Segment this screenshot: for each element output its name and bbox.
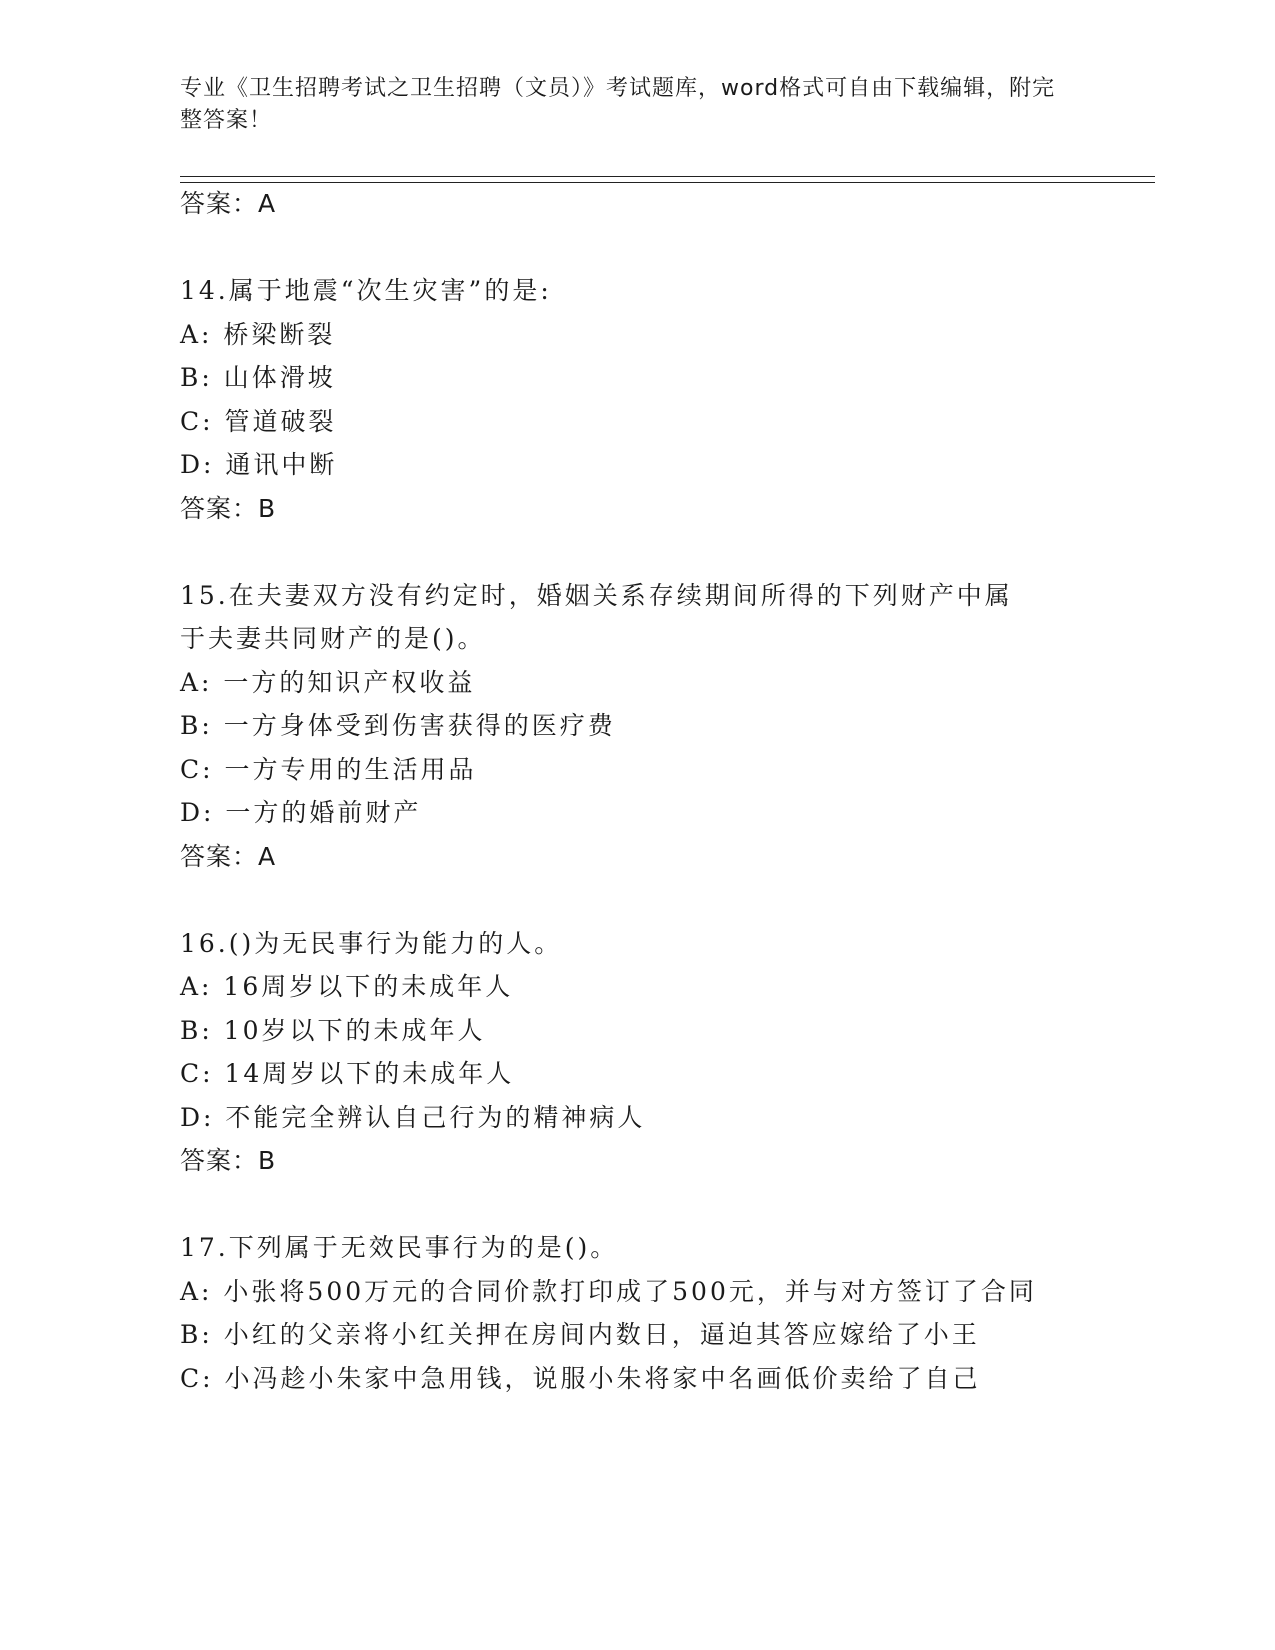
option-c: C: 小冯趁小朱家中急用钱，说服小朱将家中名画低价卖给了自己: [180, 1363, 981, 1393]
option-c: C: 管道破裂: [180, 406, 337, 436]
option-d: D: 不能完全辨认自己行为的精神病人: [180, 1102, 646, 1132]
option-a: A: 小张将500万元的合同价款打印成了500元，并与对方签订了合同: [180, 1276, 1037, 1306]
option-b: B: 山体滑坡: [180, 363, 336, 392]
header-text: 专业《卫生招聘考试之卫生招聘（文员）》考试题库，word格式可自由下载编辑，附完整答案！: [180, 76, 1056, 133]
question-14: [180, 269, 1080, 530]
option-c: C: 一方专用的生活用品: [180, 754, 477, 784]
question-15: [180, 574, 1080, 879]
option-b: B: 一方身体受到伤害获得的医疗费: [180, 711, 616, 740]
option-c: C: 14周岁以下的未成年人: [180, 1059, 515, 1088]
document-body: [180, 182, 1080, 1400]
option-a: A: 16周岁以下的未成年人: [180, 972, 514, 1001]
question-16: [180, 922, 1080, 1183]
option-d: D: 通讯中断: [180, 450, 338, 479]
option-a: A: 一方的知识产权收益: [180, 667, 476, 697]
question-stem: 14.属于地震“次生灾害”的是:: [180, 276, 552, 305]
option-a: A: 桥梁断裂: [180, 319, 336, 349]
option-d: D: 一方的婚前财产: [180, 798, 422, 827]
question-17: [180, 1226, 1080, 1400]
question-stem: 16.()为无民事行为能力的人。: [180, 928, 563, 958]
answer-line: 答案：A: [180, 189, 277, 218]
option-b: B: 小红的父亲将小红关押在房间内数日，逼迫其答应嫁给了小王: [180, 1320, 980, 1349]
answer-line: 答案：A: [180, 841, 277, 871]
question-stem: 17.下列属于无效民事行为的是()。: [180, 1233, 619, 1262]
answer-line: 答案：B: [180, 1146, 277, 1175]
answer-line: 答案：B: [180, 493, 277, 523]
option-b: B: 10岁以下的未成年人: [180, 1015, 486, 1045]
question-stem: 15.在夫妻双方没有约定时，婚姻关系存续期间所得的下列财产中属于夫妻共同财产的是()。: [180, 580, 1013, 653]
page-header: [180, 73, 1060, 137]
